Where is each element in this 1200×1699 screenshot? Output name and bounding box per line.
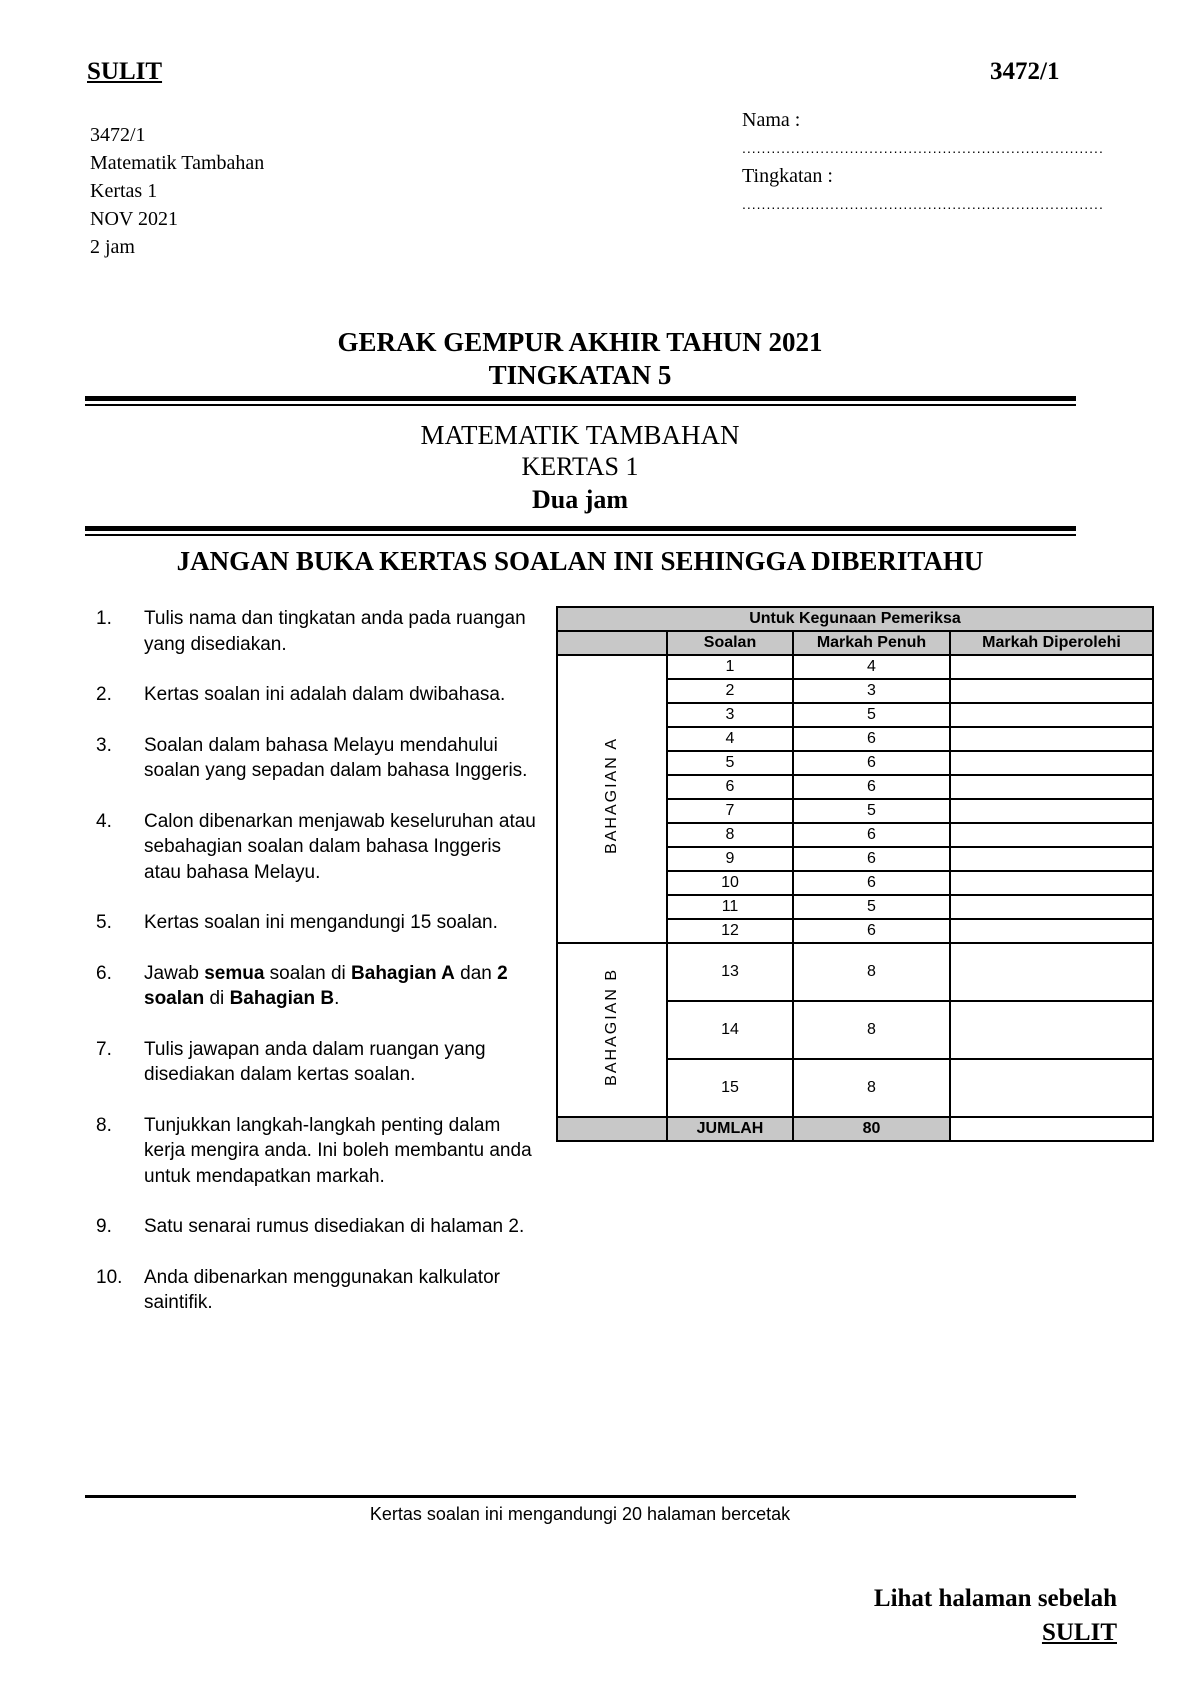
form-field[interactable]: .......................................................................... xyxy=(742,196,1104,212)
instruction-text: Soalan dalam bahasa Melayu mendahului soalan yang sepadan dalam bahasa Inggeris. xyxy=(144,734,528,781)
marks-obtained-cell[interactable] xyxy=(950,703,1153,727)
marks-obtained-cell[interactable] xyxy=(950,751,1153,775)
total-blank xyxy=(557,1117,667,1141)
instruction-text-part: 2 soalan xyxy=(144,962,508,1009)
instruction-text-part: semua xyxy=(204,962,265,984)
instruction-text: Tulis nama dan tingkatan anda pada ruangan yang disediakan. xyxy=(144,608,526,655)
marks-obtained-cell[interactable] xyxy=(950,943,1153,1001)
page-count-note: Kertas soalan ini mengandungi 20 halaman bercetak xyxy=(369,1504,791,1524)
instruction-item xyxy=(96,961,536,1012)
footer-rule xyxy=(85,1495,1076,1498)
instruction-number: 10. xyxy=(96,1266,123,1288)
paper-info-block xyxy=(90,121,264,261)
marks-obtained-cell[interactable] xyxy=(950,679,1153,703)
instruction-text: Anda dibenarkan menggunakan kalkulator saintifik. xyxy=(144,1266,500,1313)
total-value: 80 xyxy=(793,1117,950,1141)
marks-obtained-cell[interactable] xyxy=(950,895,1153,919)
section-label xyxy=(557,655,667,943)
table-row xyxy=(557,655,1153,679)
marks-obtained-cell[interactable] xyxy=(950,919,1153,943)
full-marks: 5 xyxy=(793,703,950,727)
question-number: 3 xyxy=(667,703,793,727)
instruction-text: Tulis jawapan anda dalam ruangan yang disediakan dalam kertas soalan. xyxy=(144,1038,486,1085)
subject-title: MATEMATIK TAMBAHAN xyxy=(420,420,740,450)
instruction-number: 3. xyxy=(96,734,112,756)
question-number: 11 xyxy=(667,895,793,919)
marks-obtained-cell[interactable] xyxy=(950,655,1153,679)
instruction-text: Kertas soalan ini mengandungi 15 soalan. xyxy=(144,912,498,933)
instruction-number: 4. xyxy=(96,810,112,832)
paper-number: Kertas 1 xyxy=(90,180,158,202)
question-number: 14 xyxy=(667,1001,793,1059)
form-label: Tingkatan : xyxy=(742,165,833,187)
instruction-text: Calon dibenarkan menjawab keseluruhan atau sebahagian soalan dalam bahasa Inggeris atau bahasa Melayu. xyxy=(144,810,536,883)
question-number: 13 xyxy=(667,943,793,1001)
instruction-item xyxy=(96,682,536,708)
section-label-text: BAHAGIAN A xyxy=(603,737,620,854)
full-marks: 6 xyxy=(793,871,950,895)
marks-obtained-cell[interactable] xyxy=(950,823,1153,847)
question-number: 12 xyxy=(667,919,793,943)
instruction-number: 1. xyxy=(96,608,112,629)
do-not-open-warning: JANGAN BUKA KERTAS SOALAN INI SEHINGGA DIBERITAHU xyxy=(176,546,984,576)
instruction-text: Satu senarai rumus disediakan di halaman 2. xyxy=(144,1216,525,1237)
instruction-item xyxy=(96,1113,536,1190)
question-number: 6 xyxy=(667,775,793,799)
marks-obtained-cell[interactable] xyxy=(950,1001,1153,1059)
question-number: 5 xyxy=(667,751,793,775)
question-number: 2 xyxy=(667,679,793,703)
subject-name: Matematik Tambahan xyxy=(90,152,265,174)
instruction-number: 8. xyxy=(96,1114,112,1136)
paper-code-header: 3472/1 xyxy=(990,58,1060,85)
full-marks: 8 xyxy=(793,943,950,1001)
instruction-text-part: soalan di xyxy=(264,962,352,984)
instruction-text-part: di xyxy=(204,988,230,1009)
paper-code: 3472/1 xyxy=(90,124,146,146)
marks-obtained-cell[interactable] xyxy=(950,775,1153,799)
instruction-text-part: . xyxy=(334,988,340,1009)
name-label: Nama : xyxy=(742,109,801,131)
exam-date: NOV 2021 xyxy=(90,208,178,230)
instruction-text-part: Bahagian B xyxy=(229,988,335,1009)
full-marks: 8 xyxy=(793,1059,950,1117)
name-field[interactable]: .......................................................................... xyxy=(742,140,1104,156)
question-number: 15 xyxy=(667,1059,793,1117)
full-marks: 4 xyxy=(793,655,950,679)
question-number: 1 xyxy=(667,655,793,679)
table-header-row xyxy=(557,631,1153,655)
full-marks: 6 xyxy=(793,919,950,943)
total-row xyxy=(557,1117,1153,1141)
column-header: Markah Penuh xyxy=(793,631,950,655)
title-rule-thin xyxy=(85,404,1076,406)
table-title-row xyxy=(557,607,1153,631)
instruction-item xyxy=(96,1265,536,1316)
table-row xyxy=(557,943,1153,1001)
instruction-number: 6. xyxy=(96,962,112,984)
instruction-text-part: Jawab xyxy=(144,962,205,984)
subject-rule-thick xyxy=(85,526,1076,531)
title-rule-thick xyxy=(85,396,1076,401)
form-title: TINGKATAN 5 xyxy=(488,360,672,390)
instruction-item xyxy=(96,910,536,936)
marks-obtained-cell[interactable] xyxy=(950,1059,1153,1117)
instructions-list xyxy=(96,606,536,1341)
candidate-details-block xyxy=(742,106,1104,218)
instruction-item xyxy=(96,606,536,657)
marks-obtained-cell[interactable] xyxy=(950,727,1153,751)
total-obtained-cell[interactable] xyxy=(950,1117,1153,1141)
full-marks: 8 xyxy=(793,1001,950,1059)
instruction-text: Kertas soalan ini adalah dalam dwibahasa. xyxy=(144,684,506,705)
exam-duration: 2 jam xyxy=(90,236,135,258)
full-marks: 6 xyxy=(793,823,950,847)
next-page-note: Lihat halaman sebelah xyxy=(873,1585,1117,1612)
full-marks: 6 xyxy=(793,775,950,799)
full-marks: 5 xyxy=(793,895,950,919)
sulit-header-label: SULIT xyxy=(87,58,163,85)
instruction-item xyxy=(96,1037,536,1088)
marks-obtained-cell[interactable] xyxy=(950,847,1153,871)
instruction-item xyxy=(96,733,536,784)
total-label: JUMLAH xyxy=(667,1117,793,1141)
question-number: 4 xyxy=(667,727,793,751)
instruction-item xyxy=(96,809,536,886)
sulit-footer-label: SULIT xyxy=(1041,1619,1117,1646)
marks-obtained-cell[interactable] xyxy=(950,871,1153,895)
question-number: 8 xyxy=(667,823,793,847)
full-marks: 3 xyxy=(793,679,950,703)
table-title: Untuk Kegunaan Pemeriksa xyxy=(557,607,1153,631)
full-marks: 6 xyxy=(793,727,950,751)
examiner-table xyxy=(556,606,1154,1142)
instruction-number: 2. xyxy=(96,684,112,705)
instruction-number: 7. xyxy=(96,1038,112,1060)
question-number: 7 xyxy=(667,799,793,823)
question-number: 9 xyxy=(667,847,793,871)
full-marks: 6 xyxy=(793,847,950,871)
instruction-text-part: Bahagian A xyxy=(351,962,455,984)
section-label-text: BAHAGIAN B xyxy=(603,967,620,1086)
column-header: Markah Diperolehi xyxy=(950,631,1153,655)
instruction-number: 5. xyxy=(96,912,112,933)
instruction-number: 9. xyxy=(96,1216,112,1237)
exam-title: GERAK GEMPUR AKHIR TAHUN 2021 xyxy=(337,327,823,357)
duration-title: Dua jam xyxy=(531,485,629,514)
full-marks: 6 xyxy=(793,751,950,775)
question-number: 10 xyxy=(667,871,793,895)
marks-obtained-cell[interactable] xyxy=(950,799,1153,823)
instruction-item xyxy=(96,1214,536,1240)
section-label xyxy=(557,943,667,1117)
instruction-text xyxy=(144,961,536,1012)
instruction-text-part: dan xyxy=(454,962,498,984)
paper-title: KERTAS 1 xyxy=(521,452,639,481)
subject-rule-thin xyxy=(85,534,1076,536)
full-marks: 5 xyxy=(793,799,950,823)
instruction-text: Tunjukkan langkah-langkah penting dalam kerja mengira anda. Ini boleh membantu anda untuk mendapatkan markah. xyxy=(144,1114,532,1187)
column-header: Soalan xyxy=(667,631,793,655)
header-blank xyxy=(557,631,667,655)
